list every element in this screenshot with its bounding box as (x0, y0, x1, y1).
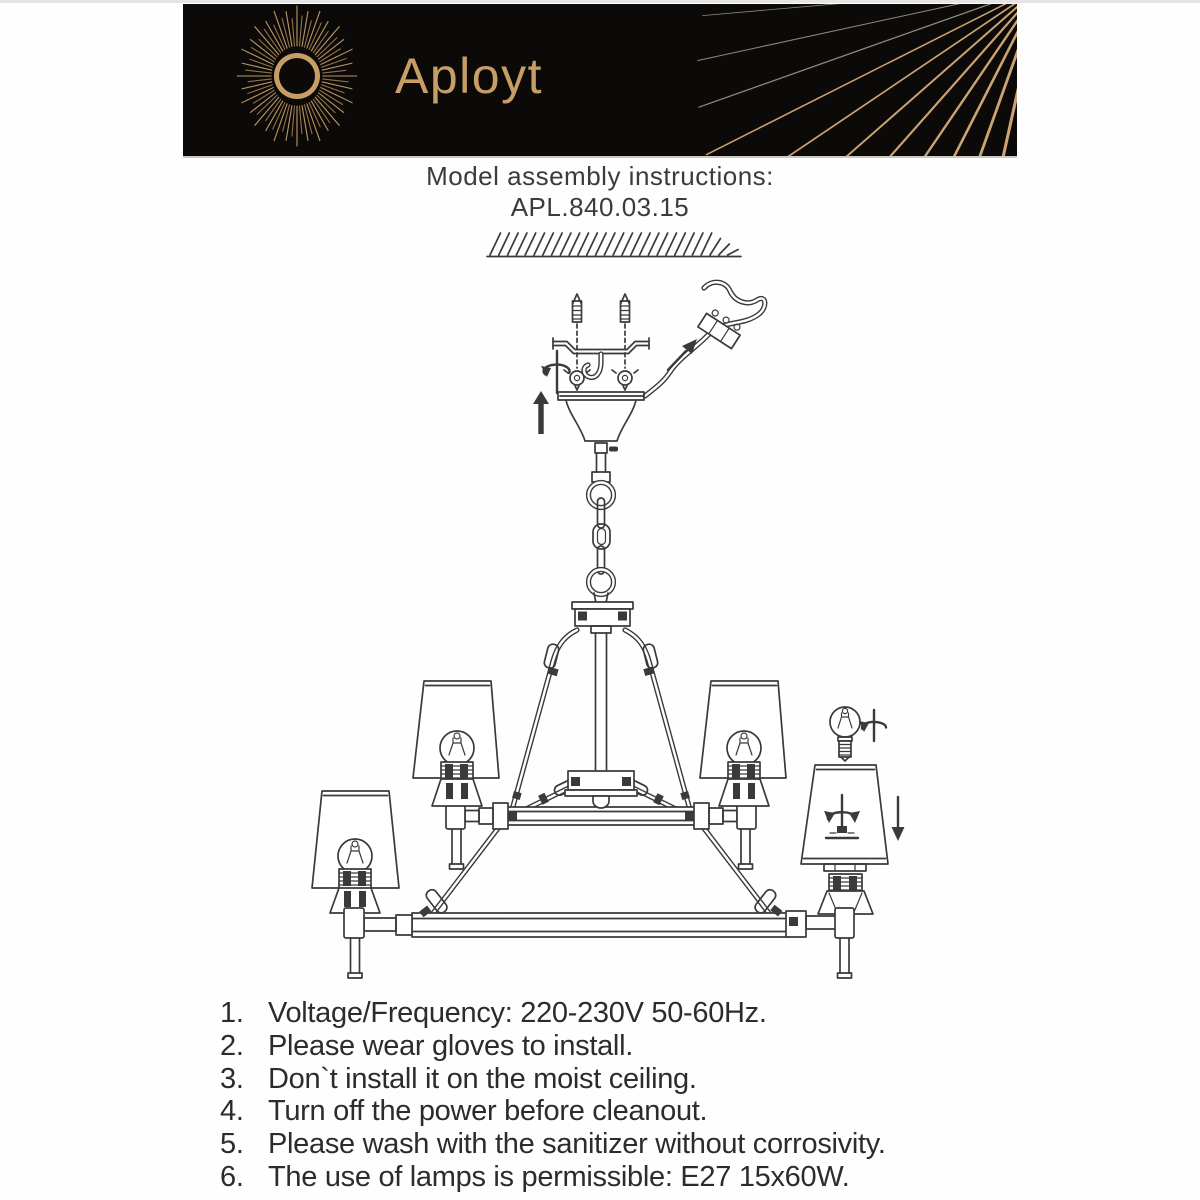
mid-hub (565, 771, 637, 808)
list-item (220, 1095, 1030, 1128)
center-column (596, 633, 607, 771)
list-item (220, 1030, 1030, 1063)
ceiling-hatch (487, 233, 741, 257)
light-bulb (338, 839, 372, 873)
list-item (220, 1063, 1030, 1096)
lamp-exploded-install (801, 707, 905, 919)
list-item (220, 997, 1030, 1030)
lower-tier-ring (344, 888, 854, 978)
item-number: 3. (220, 1062, 244, 1095)
item-text: Please wash with the sanitizer without corrosivity. (268, 1128, 886, 1161)
arrow-up-right-icon (668, 339, 697, 370)
item-text: Voltage/Frequency: 220-230V 50-60Hz. (268, 997, 767, 1029)
canopy (558, 392, 644, 482)
bulb-icon (830, 707, 860, 737)
list-item (220, 1128, 1030, 1161)
lamp-upper-left (413, 681, 499, 806)
mounting-bracket (553, 338, 649, 354)
ceiling-hook-icon (584, 354, 601, 377)
item-number: 2. (220, 1029, 244, 1062)
item-number: 1. (220, 997, 244, 1029)
item-number: 5. (220, 1128, 244, 1161)
instruction-list (220, 997, 1030, 1194)
item-text: The use of lamps is permissible: E27 15x60W. (268, 1160, 850, 1193)
arrow-down-icon (892, 797, 905, 841)
power-cable-assembly (645, 282, 765, 396)
light-bulb (727, 731, 761, 765)
item-number: 4. (220, 1095, 244, 1128)
light-bulb (440, 731, 474, 765)
top-hub (572, 593, 633, 633)
model-number: APL.840.03.15 (510, 192, 690, 222)
list-item (220, 1161, 1030, 1194)
lamp-shade (801, 765, 888, 864)
arrow-up-icon (533, 391, 549, 434)
lamp-lower-left (312, 791, 399, 913)
terminal-block (698, 307, 745, 349)
page-title: Model assembly instructions: (426, 161, 774, 191)
lamp-upper-right (700, 681, 786, 806)
item-text: Please wear gloves to install. (268, 1029, 633, 1062)
item-number: 6. (220, 1160, 244, 1193)
hanging-ring-upper (589, 483, 614, 508)
item-text: Don`t install it on the moist ceiling. (268, 1062, 697, 1095)
brand-wordmark: Aployt (395, 48, 543, 104)
bulb-install-rotate-icon (859, 710, 886, 741)
item-text: Turn off the power before cleanout. (268, 1095, 708, 1128)
